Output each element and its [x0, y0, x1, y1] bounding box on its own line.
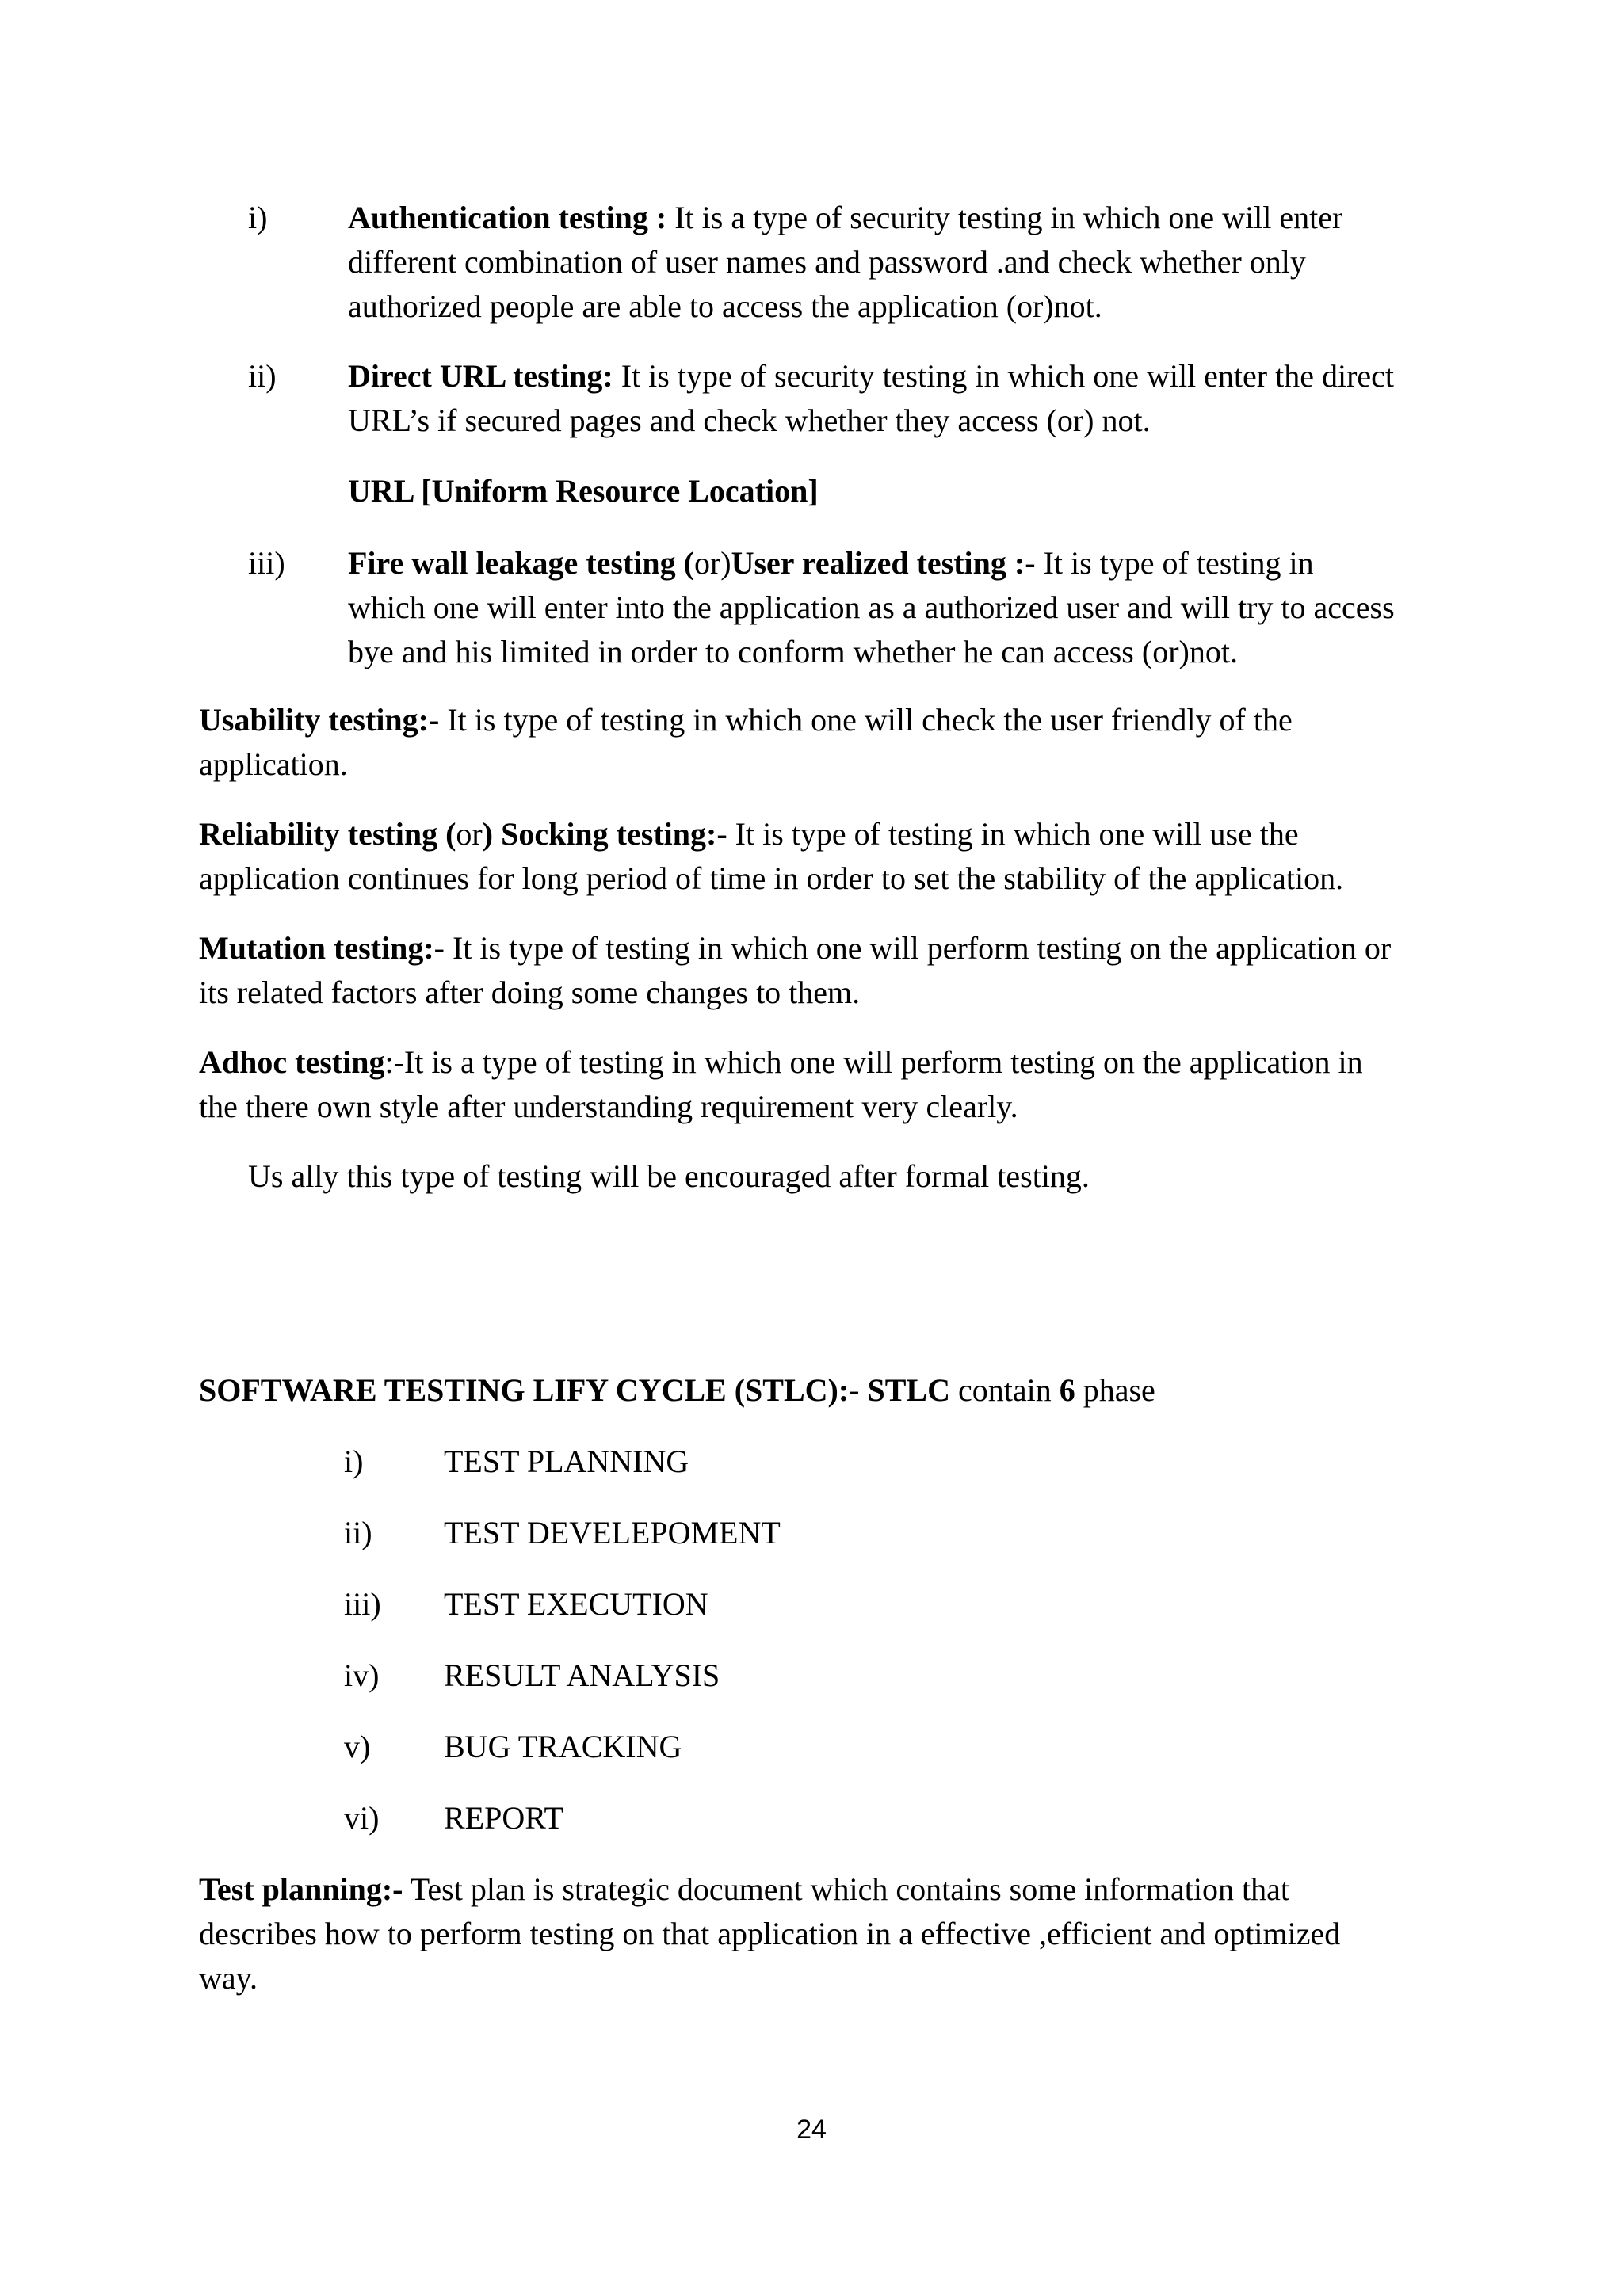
phase-label: TEST DEVELEPOMENT — [444, 1515, 781, 1550]
definition-text: It is type of testing in — [1035, 545, 1314, 581]
stlc-heading: SOFTWARE TESTING LIFY CYCLE (STLC):- STLC contain 6 phase — [199, 1372, 1155, 1408]
phase-number: v) — [344, 1729, 371, 1764]
authentication-testing-item — [348, 196, 1457, 329]
definition-text: which one will enter into the application as a authorized user and will try to access — [348, 589, 1395, 625]
phase-number: iv) — [344, 1657, 380, 1693]
term-title: Adhoc testing — [199, 1044, 385, 1080]
term-title: Mutation testing:- — [199, 930, 445, 966]
definition-text: URL’s if secured pages and check whether they access (or) not. — [348, 402, 1151, 438]
definition-text: It is a type of security testing in which one will enter — [666, 200, 1343, 235]
phase-number: ii) — [344, 1515, 372, 1550]
item-number: ii) — [248, 358, 277, 394]
adhoc-testing-paragraph: Adhoc testing:-It is a type of testing in which one will perform testing on the application in the there own style after understanding requirement very clearly. — [199, 1044, 1363, 1124]
reliability-testing-paragraph: Reliability testing (or) Socking testing:- It is type of testing in which one will use the application continues for long period of time in order to set the stability of the application. — [199, 816, 1344, 896]
url-note: URL [Uniform Resource Location] — [348, 473, 819, 509]
definition-text: It is type of security testing in which one will enter the direct — [613, 358, 1395, 394]
phase-number: vi) — [344, 1800, 380, 1836]
term-title: Reliability testing ( — [199, 816, 456, 852]
direct-url-testing-item — [348, 354, 1457, 443]
usability-testing-paragraph: Usability testing:- It is type of testing in which one will check the user friendly of the application. — [199, 702, 1293, 782]
mutation-testing-paragraph: Mutation testing:- It is type of testing in which one will perform testing on the application or its related factors after doing some changes to them. — [199, 930, 1392, 1010]
definition-text: authorized people are able to access the application (or)not. — [348, 288, 1102, 324]
definition-text: bye and his limited in order to conform whether he can access (or)not. — [348, 634, 1238, 669]
term-title: Fire wall leakage testing ( — [348, 545, 694, 581]
term-title: Test planning:- — [199, 1871, 403, 1907]
term-title: Usability testing:- — [199, 702, 440, 738]
definition-text: different combination of user names and password .and check whether only — [348, 244, 1306, 280]
term-title: ) Socking testing:- — [482, 816, 727, 852]
term-title: User realized testing :- — [731, 545, 1036, 581]
term-title: Authentication testing : — [348, 200, 667, 235]
phase-label: TEST PLANNING — [444, 1444, 689, 1479]
firewall-leakage-testing-item: Fire wall leakage testing (or)User realized testing :- It is type of testing in which one will enter into the application as a authorized user and will try to access bye and his limited in order to conform whether he can access (or)not. — [348, 541, 1457, 674]
phase-number: i) — [344, 1444, 364, 1479]
phase-label: TEST EXECUTION — [444, 1586, 708, 1622]
test-planning-paragraph: Test planning:- Test plan is strategic document which contains some information that describes how to perform testing on that application in a effective ,efficient and optimized way. — [199, 1871, 1341, 1996]
phase-label: BUG TRACKING — [444, 1729, 682, 1764]
item-number: iii) — [248, 545, 285, 581]
page-number: 24 — [796, 2115, 827, 2145]
phase-label: REPORT — [444, 1800, 563, 1836]
item-number: i) — [248, 200, 268, 235]
adhoc-note: Us ally this type of testing will be encouraged after formal testing. — [248, 1158, 1090, 1194]
term-title: Direct URL testing: — [348, 358, 613, 394]
phase-label: RESULT ANALYSIS — [444, 1657, 720, 1693]
phase-number: iii) — [344, 1586, 381, 1622]
